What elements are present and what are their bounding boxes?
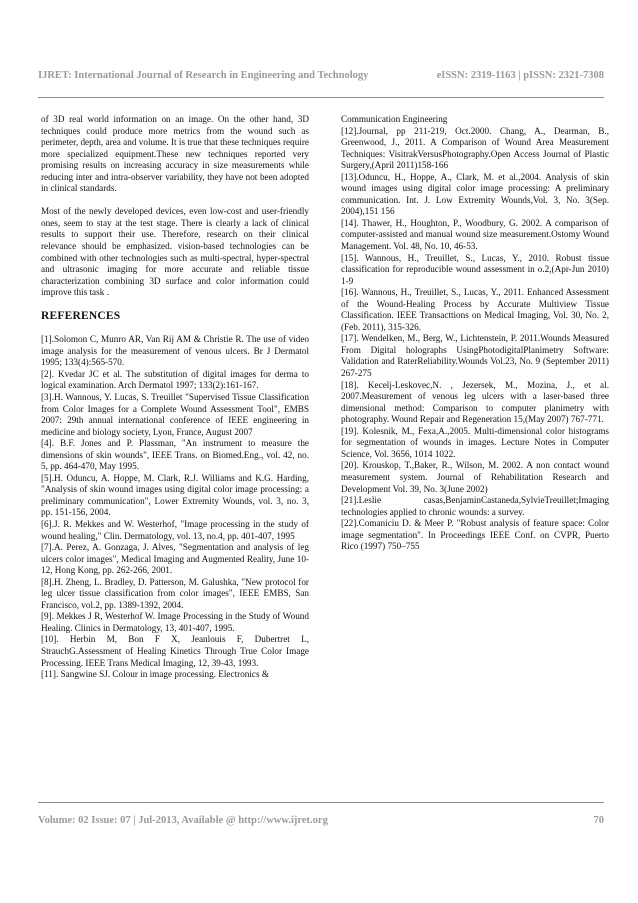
journal-title: IJRET: International Journal of Research in Engineering and Technology: [38, 70, 369, 81]
right-column: [341, 114, 609, 553]
reference-item: [3].H. Wannous, Y. Lucas, S. Treuillet "Supervised Tissue Classification from Color Images for a Complete Wound Assessment Tool", EMBS 2007: 29th annual international conference of IEEE engineering in medicine and biology society, Lyon, France, August 2007: [41, 391, 309, 437]
reference-item: [10]. Herbin M, Bon F X, Jeanlouis F, Dubertret L, StrauchG.Assessment of Healing Kinetics Through True Color Image Processing. IEEE Trans Medical Imaging, 12, 39-43, 1993.: [41, 634, 309, 668]
reference-item: [5].H. Oduncu, A. Hoppe, M. Clark, R.J. Williams and K.G. Harding, "Analysis of skin wound images using digital color image processing: a preliminary communication", Lower Extremity Wounds, vol. 3, no. 3, pp. 151-156, 2004.: [41, 472, 309, 518]
running-footer: [38, 815, 604, 826]
reference-item: [11]. Sangwine SJ. Colour in image processing. Electronics &: [41, 669, 270, 680]
volume-info: Volume: 02 Issue: 07 | Jul-2013, Available @ http://www.ijret.org: [38, 815, 328, 826]
reference-item: [2]. Kvedar JC et al. The substitution of digital images for derma to logical examination. Arch Dermatol 1997; 133(2):161-167.: [41, 368, 309, 391]
reference-item: [14]. Thawer, H., Houghton, P., Woodbury, G. 2002. A comparison of computer-assisted and manual wound size measurement.Ostomy Wound Management. Vol. 48, No. 10, 46-53.: [341, 217, 609, 252]
reference-item: [13].Oduncu, H., Hoppe, A., Clark, M. et al.,2004. Analysis of skin wound images using digital color image processing: A preliminary communication. Int. J. Low Extremity Wounds,Vol. 3, No. 3(Sep. 2004),151 156: [341, 171, 609, 217]
reference-item: [22].Comaniciu D. & Meer P. "Robust analysis of feature space: Color image segmentation". In Proceedings IEEE Conf. on CVPR, Puerto Rico (1997) 750–755: [341, 518, 609, 552]
page-number: 70: [593, 815, 604, 826]
running-header: [38, 70, 604, 81]
reference-item: [9]. Mekkes J R, Westerhof W. Image Processing in the Study of Wound Healing. Clinics in Dermatology, 13, 401-407, 1995.: [41, 611, 309, 633]
footer-divider: [38, 802, 604, 803]
body-paragraph: of 3D real world information on an image. On the other hand, 3D techniques could produce more metrics from the wound such as perimeter, depth, area and volume. It is true that these techniques require more specialized equipment.These new techniques reported very promising results on increasing accuracy in size measurements while reducing inter and intra-observer variability, they have not been adopted in clinical standards.: [41, 114, 309, 194]
reference-item: [16]. Wannous, H., Treuillet, S., Lucas, Y., 2011. Enhanced Assessment of the Wound-Healing Process by Accurate Multiview Tissue Classification. IEEE Transacttions on Medical Imaging, Vol. 30, No. 2, (Feb. 2011), 315-326.: [341, 287, 609, 332]
reference-item: [1].Solomon C, Munro AR, Van Rij AM & Christie R. The use of video image analysis for the measurement of venous ulcers. Br J Dermatol 1995; 133(4):565-570.: [41, 334, 309, 368]
header-divider: [38, 97, 604, 98]
reference-item: [17]. Wendelken, M., Berg, W., Lichtenstein, P. 2011.Wounds Measured From Digital holographs UsingPhotodigitalPlanimetry Software: Validation and RaterReliability.Wounds Vol.23, No. 9 (September 2011) 267-275: [341, 333, 609, 379]
reference-item: [15]. Wannous, H., Treuillet, S., Lucas, Y., 2010. Robust tissue classification for reproducible wound assessment in o.2,(Apr-Jun 2010) 1-9: [341, 252, 609, 286]
reference-item: [6].J. R. Mekkes and W. Westerhof, "Image processing in the study of wound healing," Clin. Dermatology, vol. 13, no.4, pp. 401-407, 1995: [41, 519, 309, 541]
left-column: [41, 114, 309, 681]
reference-item: [12].Journal, pp 211-219, Oct.2000. Chang, A., Dearman, B., Greenwood, J., 2011. A Comparison of Wound Area Measurement Techniques: VisitrakVersusPhotography.Open Access Journal of Plastic Surgery,(April 2011)158-166: [341, 125, 609, 171]
reference-item: [4]. B.F. Jones and P. Plassman, "An instrument to measure the dimensions of skin wounds", IEEE Trans. on Biomed.Eng., vol. 42, no. 5, pp. 464-470, May 1995.: [41, 438, 309, 472]
references-heading: REFERENCES: [41, 309, 121, 322]
issn-info: eISSN: 2319-1163 | pISSN: 2321-7308: [436, 70, 604, 81]
reference-item: Communication Engineering: [341, 114, 448, 124]
reference-item: [18]. Kecelj-Leskovec,N. , Jezersek, M., Mozina, J., et al. 2007.Measurement of venous leg ulcers with a laser-based three dimensional method: Comparison to computer planimetry with photography. Wound Repair and Regeneration 15,(May 2007) 767-771.: [341, 379, 609, 425]
reference-item: [20]. Krouskop, T.,Baker, R., Wilson, M. 2002. A non contact wound measurement system. Journal of Rehabilitation Research and Development Vol. 39, No. 3(June 2002): [341, 460, 609, 494]
reference-item: [7].A. Perez, A. Gonzaga, J. Alves, "Segmentation and analysis of leg ulcers color images", Medical Imaging and Augmented Reality, June 10-12, Hong Kong, pp. 262-266, 2001.: [41, 542, 309, 576]
body-paragraph: Most of the newly developed devices, even low-cost and user-friendly ones, seem to stay at the test stage. There is clearly a lack of clinical results to support their use. Therefore, research on their clinical relevance should be emphasized. vision-based technologies can be combined with other technologies such as multi-spectral, hyper-spectral and ultrasonic imaging for more accurate and reliable tissue characterization combining 3D surface and color information could improve this task .: [41, 206, 309, 298]
reference-item: [21].Leslie casas,BenjaminCastaneda,SylvieTreuillet;Imaging technologies applied to chronic wounds: a survey.: [341, 495, 609, 517]
reference-item: [19]. Kolesnik, M., Fexa,A.,2005. Multi-dimensional color histograms for segmentation of wounds in images. Lecture Notes in Computer Science, Vol. 3656, 1014 1022.: [341, 425, 609, 459]
reference-item: [8].H. Zheng, L. Bradley, D. Patterson, M. Galushka, "New protocol for leg ulcer tissue classification from color images", IEEE EMBS, San Francisco, vol.2, pp. 1389-1392, 2004.: [41, 576, 309, 610]
